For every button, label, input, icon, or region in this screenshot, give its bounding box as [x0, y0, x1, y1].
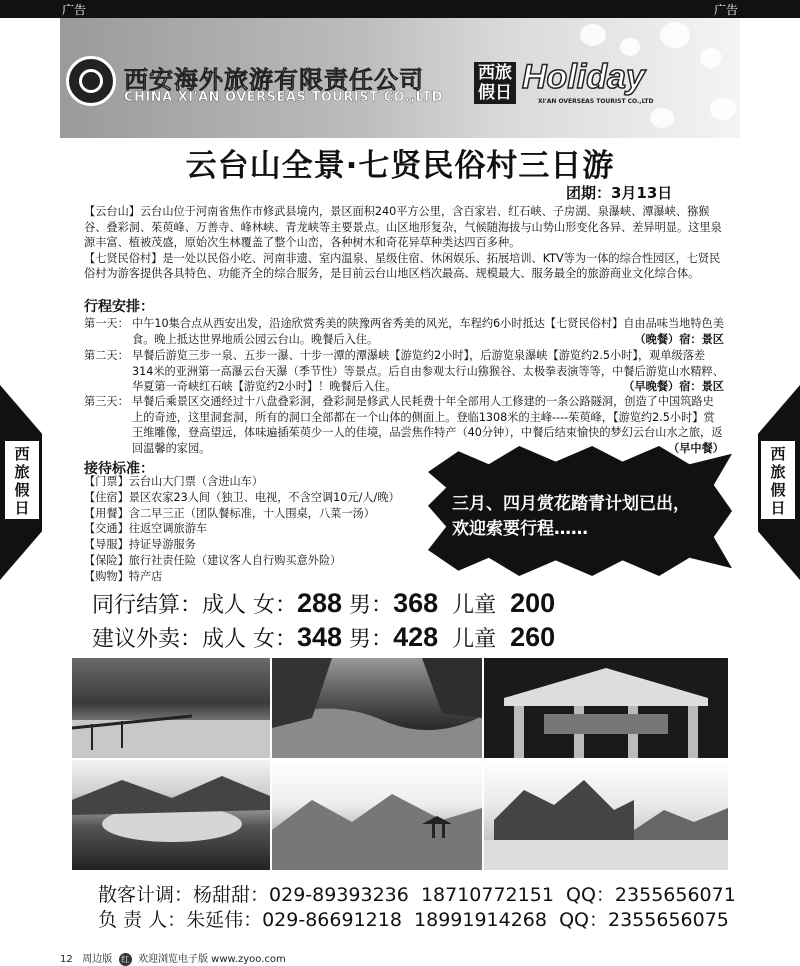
price-male-label: 男：: [342, 627, 394, 652]
itinerary-day-2: [84, 348, 724, 395]
page-footer: [60, 950, 286, 966]
price-male: 428: [393, 622, 439, 652]
photo-mountain-lake: [72, 760, 270, 870]
price-child-label: 儿童: [438, 593, 511, 618]
blossom-icon: [650, 108, 674, 128]
intro-yuntai: 【云台山】云台山位于河南省焦作市修武县境内，景区面积240平方公里，含百家岩、红石峡、子房湖、泉瀑峡、潭瀑峡、猕猴谷、叠彩洞、茱萸峰、万善寺、峰林峡、青龙峡等主要景点。山区地形复杂，气候随海拔与山势山形变化各异、差异明显。这里泉源丰富、植被茂盛，原始次生林覆盖了整个山峦，各种树木和奇花异草种类达四百多种。: [84, 205, 722, 250]
standard-item: 【购物】特产店: [84, 569, 163, 583]
standard-heading: 接待标准：: [84, 461, 154, 477]
photo-canyon-walkway: [72, 658, 270, 758]
promo-line: 欢迎索要行程……: [452, 519, 588, 539]
page-number: 12: [60, 954, 73, 965]
photo-pavilion-peaks: [272, 760, 482, 870]
header-banner: [60, 18, 740, 138]
photo-village-gate: [484, 658, 728, 758]
price-child: 200: [510, 588, 556, 618]
group-date: 团期：3月13日: [566, 184, 673, 202]
photo-village-gate-art: [484, 658, 728, 758]
standard-item: 【保险】旅行社责任险（建议客人自行购买意外险）: [84, 553, 342, 567]
photo-pavilion-peaks-art: [272, 760, 482, 870]
contact-phone1[interactable]: 029-89393236: [269, 884, 409, 906]
ad-tag-left: 广告: [62, 3, 87, 17]
itinerary-day-1: [84, 316, 724, 347]
blossom-icon: [620, 38, 640, 56]
intro-qixian: 【七贤民俗村】是一处以民俗小吃、河南非遗、室内温泉、星级住宿、休闲娱乐、拓展培训、KTV等为一体的综合性园区，七贤民俗村为游客提供各具特色、功能齐全的综合服务，是目前云台山地区档次最高、规模最大、服务最全的旅游商业文化综合体。: [84, 251, 721, 281]
itinerary-heading: 行程安排：: [84, 299, 154, 315]
day-meals: （早中餐）: [668, 441, 724, 455]
blossom-icon: [660, 22, 690, 48]
day-text: 早餐后游览三步一泉、五步一瀑、十步一潭的潭瀑峡【游览约2小时】，后游览泉瀑峡【游览约2.5小时】，观单级落差314米的亚洲第一高瀑云台天瀑（季节性）等景点。后自由参观太行山猕猴谷、太极拳表演等等，中餐后游览山水精粹、华夏第一奇峡红石峡【游览约2小时】！晚餐后入住。: [132, 349, 724, 394]
standard-item: 【导服】持证导游服务: [84, 538, 196, 552]
price-female: 348: [297, 622, 343, 652]
company-logo-icon: [66, 56, 116, 106]
day-text: 早餐后乘景区交通经过十八盘叠彩洞，叠彩洞是修武人民耗费十年全部用人工修建的一条公路隧洞，创造了中国筑路史上的奇迹，这里洞套洞，所有的洞口全部都在一个山体的侧面上。登临1308米的主峰----茱萸峰，【游览约2.5小时】赏王维雕像，登高望远，体味遍插茱萸少一人的佳境，品尝焦作特产（40分钟），中餐后结束愉快的梦幻云台山水之旅，返回温馨的家园。: [132, 395, 723, 455]
edition-label: 周边版: [82, 954, 113, 965]
standard-item: 【交通】往返空调旅游车: [84, 522, 208, 536]
brand-box: 西旅假日: [474, 62, 516, 104]
photo-sea-of-clouds: [484, 760, 728, 870]
contact-row-manager: [98, 905, 729, 932]
standard-item: 【门票】云台山大门票（含进山车）: [84, 475, 264, 488]
contact-phone1[interactable]: 029-86691218: [262, 909, 402, 931]
contact-qq: QQ：2355656075: [559, 909, 729, 931]
side-tab-right-text: 西旅假日: [770, 445, 786, 517]
price-male-label: 男：: [342, 593, 394, 618]
photo-mountain-lake-art: [72, 760, 270, 870]
contact-label: 负 责 人：朱延伟：: [98, 909, 263, 931]
price-label: 同行结算：成人 女：: [92, 593, 297, 618]
price-label: 建议外卖：成人 女：: [92, 627, 297, 652]
company-name-cn: 西安海外旅游有限责任公司: [124, 66, 424, 94]
photo-canyon-lake-art: [272, 658, 482, 758]
promo-line: 三月、四月赏花踏青计划已出，: [452, 494, 690, 514]
price-child-label: 儿童: [438, 627, 511, 652]
company-name-en: CHINA XI'AN OVERSEAS TOURIST CO.,LTD: [124, 90, 443, 105]
edition-badge-icon: 红: [119, 953, 132, 966]
standard-item: 【用餐】含二早三正（团队餐标准，十人围桌，八菜一汤）: [84, 506, 375, 520]
intro-text: [84, 204, 724, 282]
price-row-retail: [92, 622, 555, 653]
photo-canyon-walkway-art: [72, 658, 270, 758]
day-meals: （晚餐）宿：景区: [634, 332, 724, 346]
footer-text[interactable]: 欢迎浏览电子版 www.zyoo.com: [138, 954, 286, 965]
day-label: 第二天：: [84, 349, 129, 362]
price-female: 288: [297, 588, 343, 618]
standard-item: 【住宿】景区农家23人间（独卫、电视，不含空调10元/人/晚）: [84, 490, 400, 504]
contact-phone2[interactable]: 18710772151: [420, 884, 554, 906]
contact-phone2[interactable]: 18991914268: [414, 909, 547, 931]
photo-canyon-lake: [272, 658, 482, 758]
contact-row-operator: [98, 880, 736, 907]
contact-qq: QQ：2355656071: [566, 884, 736, 906]
brand-holiday: Holiday: [522, 58, 645, 96]
day-text: 中午10集合点从西安出发，沿途欣赏秀美的陕豫两省秀美的风光，车程约6小时抵达【七贤民俗村】自由品味当地特色美食。晚上抵达世界地质公园云台山。晚餐后入住。: [132, 317, 724, 346]
day-meals: （早晚餐）宿：景区: [623, 380, 724, 394]
price-male: 368: [393, 588, 439, 618]
blossom-icon: [580, 24, 606, 46]
day-label: 第三天：: [84, 395, 129, 408]
contact-label: 散客计调：杨甜甜：: [98, 884, 270, 906]
side-tab-right: [760, 440, 796, 520]
price-row-trade: [92, 588, 555, 619]
price-child: 260: [510, 622, 556, 652]
side-tab-left: [4, 440, 40, 520]
top-bar: [0, 0, 800, 18]
photo-sea-of-clouds-art: [484, 760, 728, 870]
standard-list: [84, 474, 400, 585]
promo-text: [452, 492, 722, 542]
ad-tag-right: 广告: [713, 3, 738, 17]
side-tab-left-text: 西旅假日: [14, 445, 30, 517]
day-label: 第一天：: [84, 317, 129, 330]
itinerary-day-3: [84, 394, 724, 456]
blossom-icon: [710, 98, 736, 120]
brand-sub: XI'AN OVERSEAS TOURIST CO.,LTD: [538, 98, 654, 105]
page-title: 云台山全景·七贤民俗村三日游: [185, 148, 615, 184]
blossom-icon: [700, 48, 722, 68]
